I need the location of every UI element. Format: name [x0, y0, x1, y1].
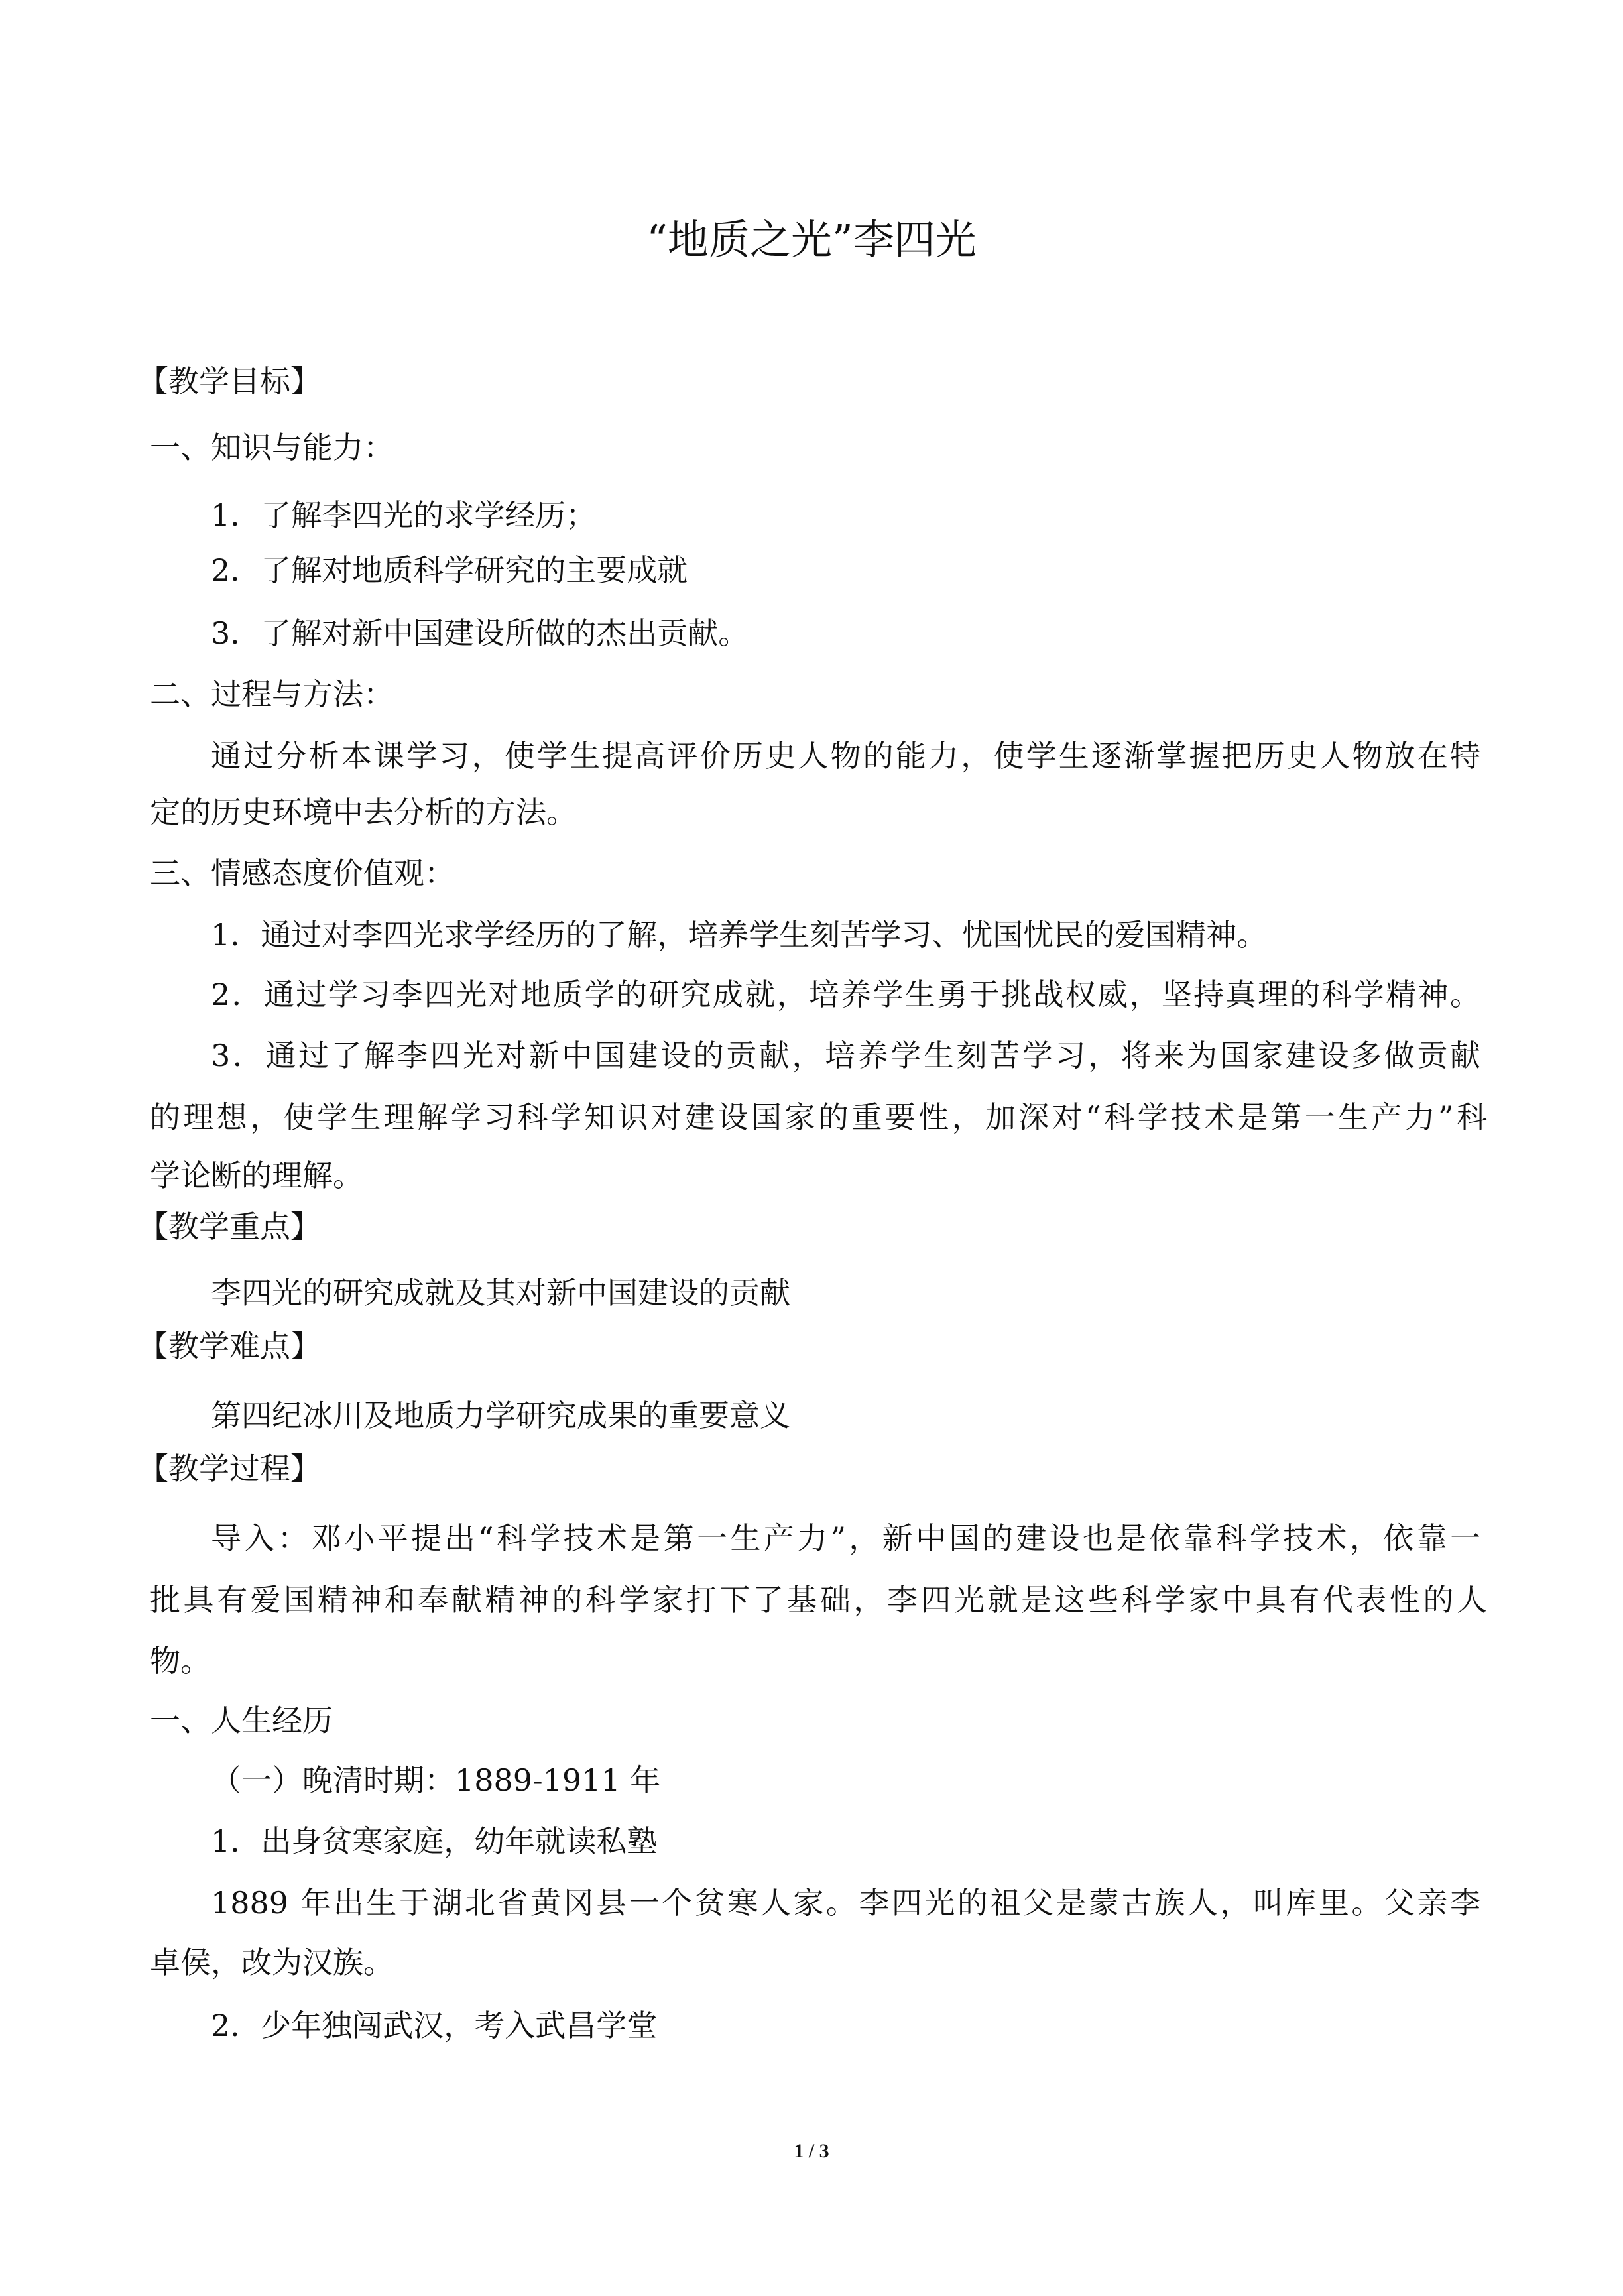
heading-teaching-process: 【教学过程】	[138, 1451, 321, 1486]
paragraph-line: 导入：邓小平提出“科学技术是第一生产力”，新中国的建设也是依靠科学技术，依靠一	[211, 1520, 1480, 1556]
heading-teaching-goals: 【教学目标】	[138, 363, 321, 399]
paragraph-line: 卓侯，改为汉族。	[150, 1945, 394, 1980]
paragraph-line: 物。	[150, 1643, 211, 1679]
subsection-late-qing: （一）晚清时期：1889-1911 年	[211, 1762, 661, 1798]
paragraph-line: 的理想，使学生理解学习科学知识对建设国家的重要性，加深对“科学技术是第一生产力”科	[150, 1099, 1487, 1135]
paragraph-line: 李四光的研究成就及其对新中国建设的贡献	[211, 1275, 790, 1311]
section-life-experience: 一、人生经历	[150, 1703, 333, 1738]
heading-difficult-points: 【教学难点】	[138, 1328, 321, 1364]
list-item: 3．通过了解李四光对新中国建设的贡献，培养学生刻苦学习，将来为国家建设多做贡献	[211, 1038, 1480, 1073]
heading-key-points: 【教学重点】	[138, 1209, 321, 1244]
paragraph-line: 1889 年出生于湖北省黄冈县一个贫寒人家。李四光的祖父是蒙古族人，叫库里。父亲李	[211, 1885, 1480, 1921]
list-item: 3．了解对新中国建设所做的杰出贡献。	[211, 615, 749, 651]
paragraph-line: 第四纪冰川及地质力学研究成果的重要意义	[211, 1398, 790, 1433]
section-knowledge-ability: 一、知识与能力：	[150, 430, 394, 465]
paragraph-line: 通过分析本课学习，使学生提高评价历史人物的能力，使学生逐渐掌握把历史人物放在特	[211, 738, 1480, 774]
list-item: 2．通过学习李四光对地质学的研究成就，培养学生勇于挑战权威，坚持真理的科学精神。	[211, 977, 1480, 1012]
list-item: 1．出身贫寒家庭，幼年就读私塾	[211, 1823, 658, 1859]
list-item: 2．少年独闯武汉，考入武昌学堂	[211, 2008, 658, 2043]
list-item: 1．通过对李四光求学经历的了解，培养学生刻苦学习、忧国忧民的爱国精神。	[211, 917, 1268, 953]
document-title: “地质之光”李四光	[646, 215, 977, 264]
paragraph-line: 学论断的理解。	[150, 1158, 363, 1193]
section-emotion-values: 三、情感态度价值观：	[150, 855, 455, 891]
paragraph-line: 定的历史环境中去分析的方法。	[150, 794, 577, 830]
paragraph-line: 批具有爱国精神和奉献精神的科学家打下了基础，李四光就是这些科学家中具有代表性的人	[150, 1582, 1487, 1618]
list-item: 2．了解对地质科学研究的主要成就	[211, 552, 688, 588]
list-item: 1．了解李四光的求学经历；	[211, 497, 597, 533]
page-number: 1 / 3	[794, 2140, 829, 2162]
section-process-method: 二、过程与方法：	[150, 676, 394, 712]
